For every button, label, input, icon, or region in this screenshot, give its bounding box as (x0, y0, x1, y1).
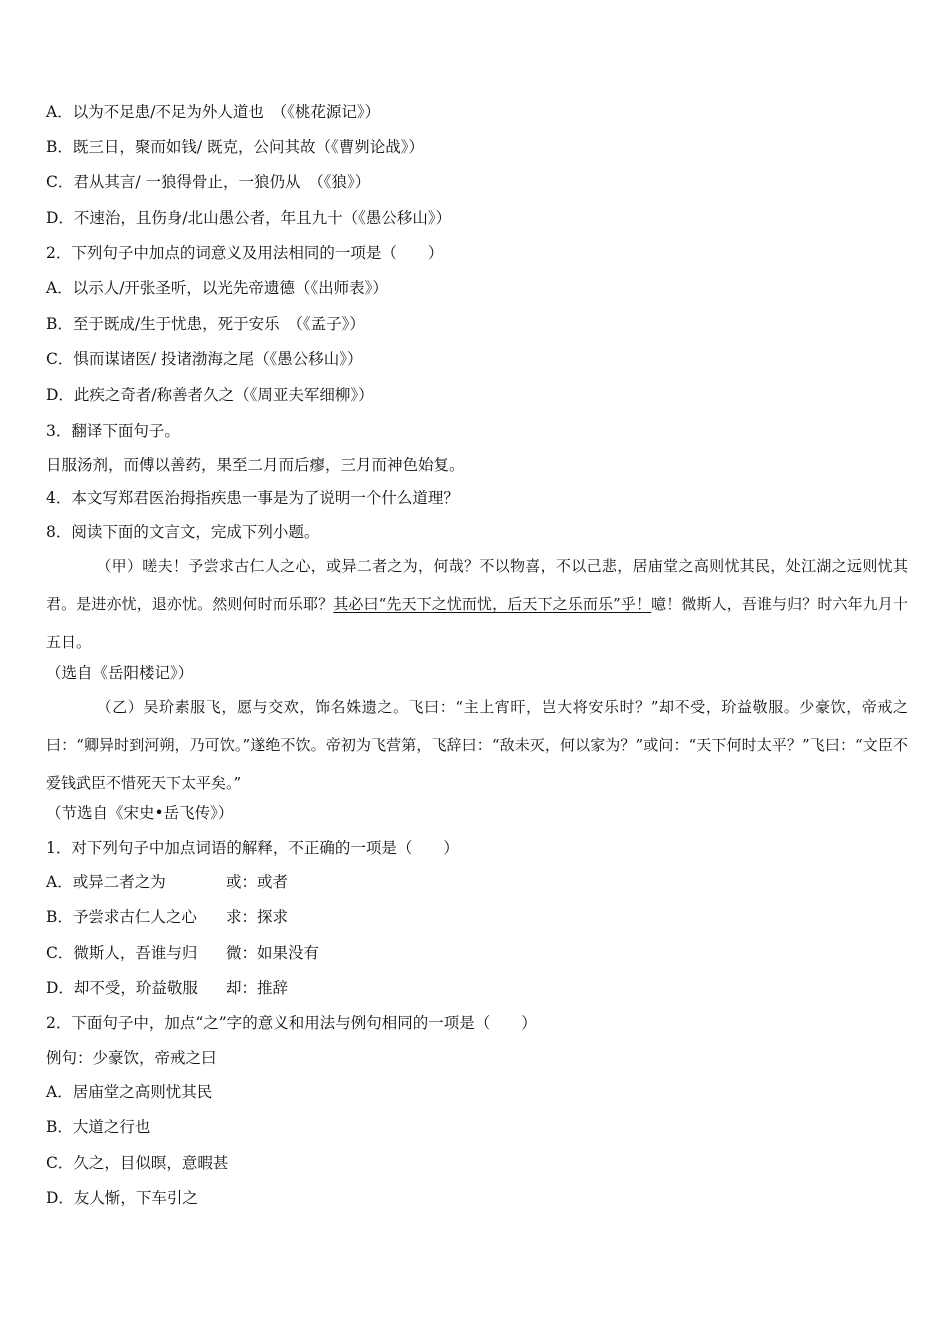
sub1-option-a (46, 872, 289, 892)
q3-stem: 3．翻译下面句子。 (46, 422, 180, 440)
sub1-option-b-text: B．予尝求古仁人之心 (46, 908, 197, 926)
q1-option-d: D．不速治，且伤身/北山愚公者，年且九十（《愚公移山》） (46, 209, 452, 227)
q8-stem: 8．阅读下面的文言文，完成下列小题。 (46, 523, 320, 541)
sub1-option-c-gloss: 微：如果没有 (226, 944, 320, 962)
sub2-stem: 2．下面句子中，加点“之”字的意义和用法与例句相同的一项是（ ） (46, 1014, 537, 1032)
passage-jia-underlined: 其必曰“先天下之忧而忧，后天下之乐而乐”乎！ (333, 595, 652, 613)
sub1-option-a-text: A．或异二者之为 (46, 873, 166, 891)
q2-option-b: B．至于既成/生于忧患，死于安乐 （《孟子》） (46, 315, 365, 333)
sub1-stem: 1．对下列句子中加点词语的解释，不正确的一项是（ ） (46, 839, 459, 857)
sub2-example: 例句：少豪饮，帝戒之曰 (46, 1049, 217, 1067)
q1-option-c: C．君从其言/ 一狼得骨止，一狼仍从 （《狼》） (46, 173, 371, 191)
q1-option-a: A．以为不足患/不足为外人道也 （《桃花源记》） (46, 103, 381, 121)
sub1-option-c (46, 943, 320, 963)
q2-stem: 2．下列句子中加点的词意义及用法相同的一项是（ ） (46, 244, 444, 262)
passage-jia-text-end: 噫！微斯人，吾谁与归？时六年九月十五日。 (46, 595, 908, 651)
sub2-option-c: C．久之，目似暝，意暇甚 (46, 1154, 229, 1172)
q2-option-c: C．惧而谋诸医/ 投诸渤海之尾（《愚公移山》） (46, 350, 363, 368)
passage-yi-source: （节选自《宋史•岳飞传》） (46, 804, 234, 822)
sub2-option-a: A．居庙堂之高则忧其民 (46, 1083, 213, 1101)
sub2-option-b: B．大道之行也 (46, 1118, 151, 1136)
q2-option-d: D．此疾之奇者/称善者久之（《周亚夫军细柳》） (46, 386, 374, 404)
q4-stem: 4．本文写郑君医治拇指疾患一事是为了说明一个什么道理？ (46, 489, 459, 507)
sub1-option-d-text: D．却不受，玠益敬服 (46, 979, 198, 997)
sub2-option-d: D．友人惭，下车引之 (46, 1189, 198, 1207)
q3-sentence: 日服汤剂，而傅以善药，果至二月而后瘳，三月而神色始复。 (46, 456, 465, 474)
sub1-option-d-gloss: 却：推辞 (226, 979, 289, 997)
passage-yi (46, 688, 908, 802)
sub1-option-c-text: C．微斯人，吾谁与归 (46, 944, 198, 962)
sub1-option-a-gloss: 或：或者 (226, 873, 289, 891)
sub1-option-b-gloss: 求：探求 (226, 908, 289, 926)
sub1-option-d (46, 978, 289, 998)
passage-jia (46, 547, 908, 661)
passage-yi-text: （乙）吴玠素服飞，愿与交欢，饰名姝遗之。飞曰：“主上宵旰，岂大将安乐时？”却不受，玠益敬服。少豪饮，帝戒之曰：“卿异时到河朔，乃可饮。”遂绝不饮。帝初为飞营第，飞辞曰：“敌未灭，何以家为？”或问：“天下何时太平？”飞曰：“文臣不爱钱武臣不惜死天下太平矣。” (46, 698, 908, 792)
sub1-option-b (46, 907, 289, 927)
passage-jia-text: （甲）嗟夫！予尝求古仁人之心，或异二者之为，何哉？不以物喜，不以己悲，居庙堂之高则忧其民，处江湖之远则忧其君。是进亦忧，退亦忧。然则何时而乐耶？ (46, 557, 908, 613)
passage-jia-source: （选自《岳阳楼记》） (46, 664, 194, 682)
q2-option-a: A．以示人/开张圣听，以光先帝遗德（《出师表》） (46, 279, 388, 297)
q1-option-b: B．既三日，聚而如钱/ 既克，公问其故（《曹刿论战》） (46, 138, 425, 156)
